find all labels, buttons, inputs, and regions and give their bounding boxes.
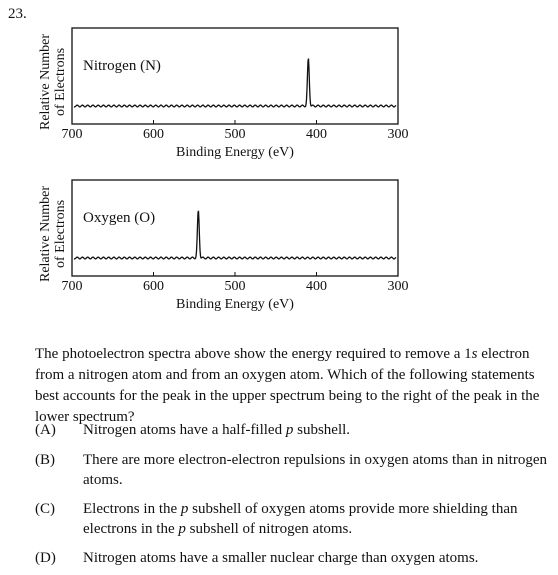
spectrum-1-tick-label-2: 500	[224, 127, 246, 142]
spectrum-2-tick-label-2: 500	[224, 279, 246, 294]
spectrum-2-tick-label-1: 600	[143, 279, 164, 294]
stem-italic-s: s	[471, 346, 478, 362]
choice-b-text: There are more electron-electron repulsions in oxygen atoms than in nitrogen atoms.	[83, 452, 548, 488]
spectrum-2-tick-label-0: 700	[61, 279, 83, 294]
choice-c-text: Electrons in the p subshell of oxygen atoms provide more shielding than electrons in the p subshell of nitrogen atoms.	[83, 501, 518, 537]
question-stem	[35, 344, 553, 428]
spectrum-2-tick-label-3: 400	[306, 279, 327, 294]
nitrogen-spectrum-plot	[0, 20, 558, 170]
nitrogen-spectrum	[0, 20, 558, 170]
spectrum-1-tick-label-3: 400	[306, 127, 327, 142]
spectrum-1-tick-label-1: 600	[143, 127, 164, 142]
choice-b-letter: (B)	[35, 452, 55, 468]
stem-part2: electron from a nitrogen atom and from an oxygen atom. Which of the following statements best accounts for the peak in the upper spectrum being to the right of the peak in the lower spectrum?	[35, 346, 540, 425]
spectrum-1-frame	[72, 28, 398, 124]
spectrum-2-tick-label-4: 300	[387, 279, 409, 294]
oxygen-spectrum	[0, 172, 558, 322]
choice-a-letter: (A)	[35, 422, 56, 438]
choice-d-letter: (D)	[35, 550, 56, 566]
spectrum-1-tick-label-4: 300	[387, 127, 409, 142]
question-number: 23.	[8, 6, 27, 22]
spectrum-2-xlabel: Binding Energy (eV)	[176, 297, 294, 312]
spectrum-2-ylabel-line2: of Electrons	[53, 199, 68, 269]
stem-part1: The photoelectron spectra above show the energy required to remove a 1	[35, 346, 472, 362]
spectrum-1-ylabel-line1: Relative Number	[38, 33, 53, 131]
spectrum-2-frame	[72, 180, 398, 276]
spectrum-2-ylabel-line1: Relative Number	[38, 185, 53, 283]
choice-a-text: Nitrogen atoms have a half-filled p subshell.	[83, 422, 351, 438]
spectrum-2-element-label: Oxygen (O)	[83, 210, 156, 226]
choice-d-text: Nitrogen atoms have a smaller nuclear charge than oxygen atoms.	[83, 550, 479, 566]
oxygen-spectrum-plot	[0, 172, 558, 322]
spectrum-1-element-label: Nitrogen (N)	[83, 58, 161, 74]
spectrum-1-ylabel-line2: of Electrons	[53, 47, 68, 117]
spectrum-1-xlabel: Binding Energy (eV)	[176, 145, 294, 160]
choice-c-letter: (C)	[35, 501, 55, 517]
spectrum-1-tick-label-0: 700	[61, 127, 83, 142]
